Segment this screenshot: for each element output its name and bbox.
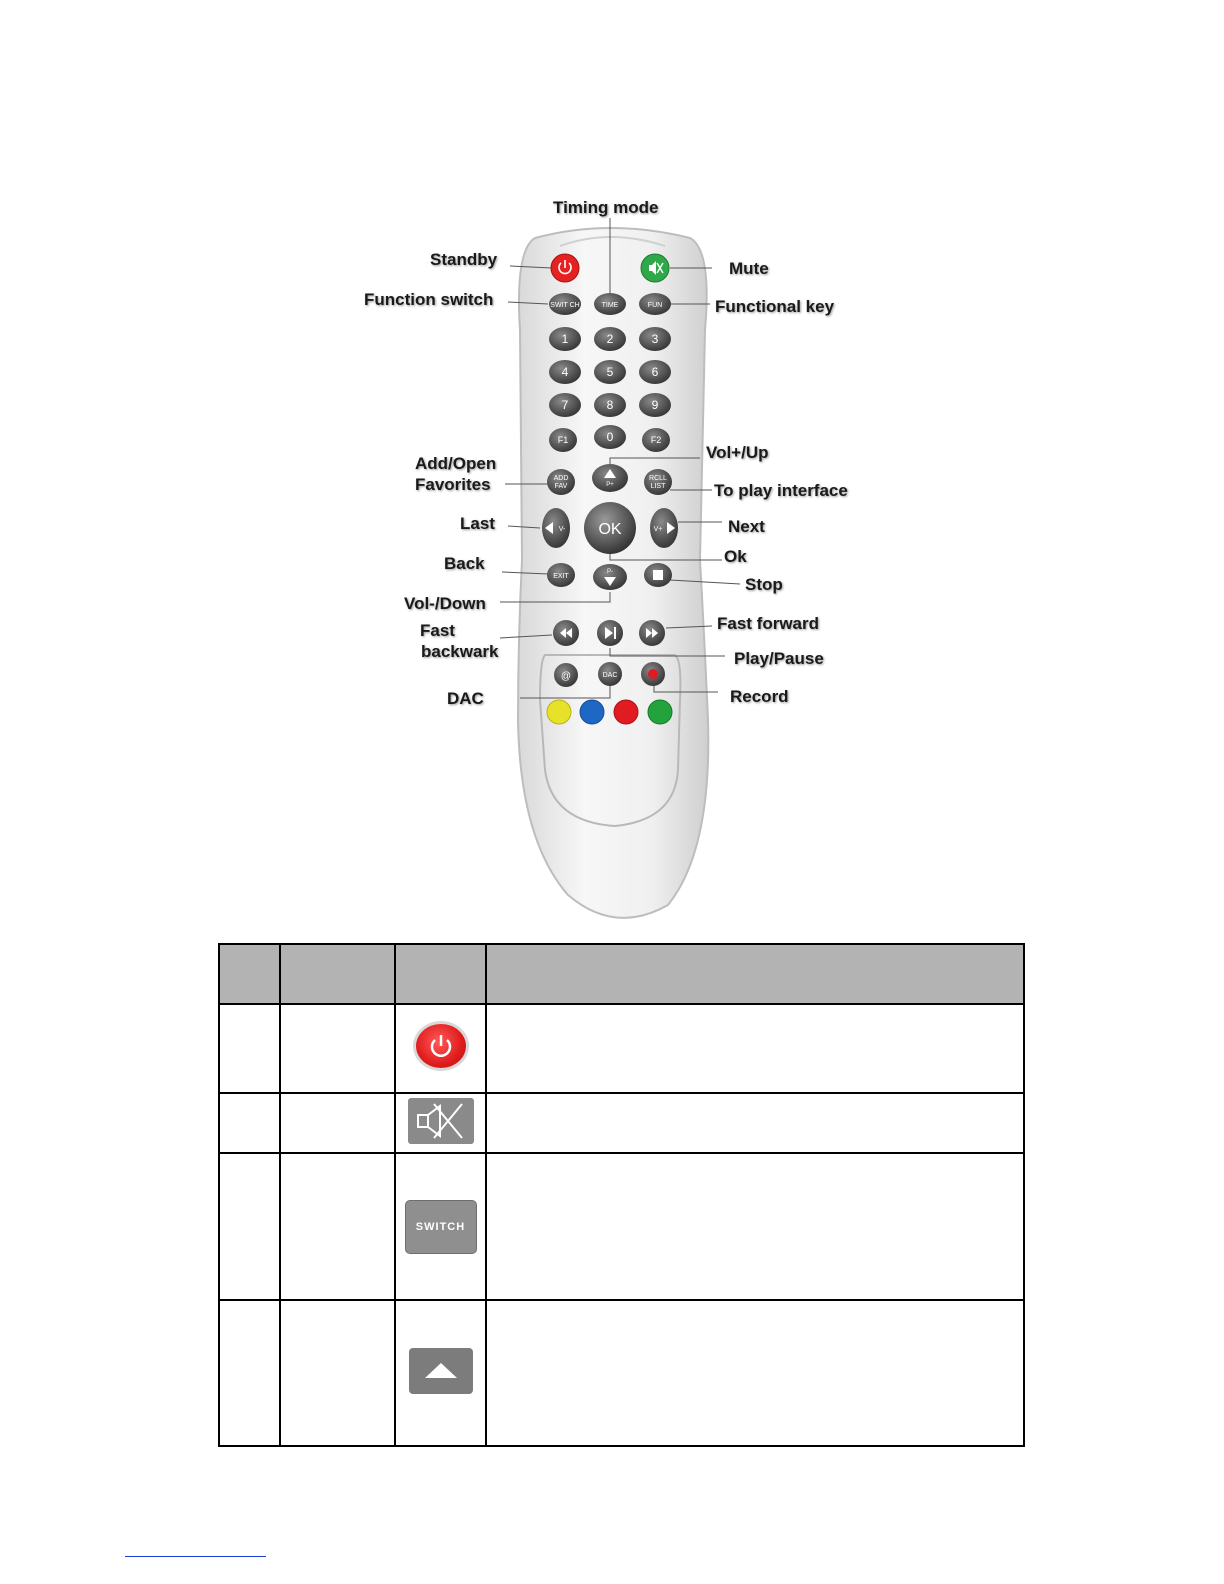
key-label: 9 [651,398,659,412]
key-label: FAV [554,483,568,490]
key-label: 2 [606,332,614,346]
callout-vol-up: Vol+/Up [706,443,769,462]
key-label: @ [560,671,572,682]
mute-icon [408,1098,474,1144]
key-label: 1 [561,332,569,346]
key-label: TIME [601,302,619,309]
green-key[interactable] [648,700,672,724]
key-label: 6 [651,365,659,379]
switch-icon: SWITCH [405,1200,477,1254]
callout-play-pause: Play/Pause [734,649,824,668]
key-label: 4 [561,365,569,379]
key-label: 5 [606,365,614,379]
callout-record: Record [730,687,789,706]
table-cell [395,1300,486,1446]
callout-fast: Fast [420,621,455,640]
key-label: F2 [650,435,662,445]
table-cell [395,1153,486,1300]
callout-dac: DAC [447,689,484,708]
header-cell [486,944,1024,1004]
power-icon [416,1024,466,1068]
callout-standby: Standby [430,250,498,269]
table-cell [219,1300,280,1446]
key-label: V- [558,526,566,533]
key-label: P+ [606,482,614,488]
callout-functional-key: Functional key [715,297,835,316]
callout-timing-mode: Timing mode [553,198,659,217]
key-label: OK [598,521,622,538]
callout-vol-down: Vol-/Down [404,594,486,613]
callout-fast-forward: Fast forward [717,614,820,633]
table-cell [486,1153,1024,1300]
key-label: EXIT [553,573,569,580]
key-label: ADD [553,475,569,482]
table-cell [486,1004,1024,1093]
table-cell [395,1093,486,1153]
callout-stop: Stop [745,575,783,594]
table-header-row [219,944,1024,1004]
key-label: V+ [653,526,663,533]
rcll-list-button[interactable] [644,469,672,495]
table-cell [219,1093,280,1153]
blue-key[interactable] [580,700,604,724]
stop-icon [653,570,663,580]
key-label: 0 [606,430,614,444]
key-label: FUN [647,302,663,309]
callout-mute: Mute [729,259,769,278]
callout-function-switch: Function switch [364,290,494,309]
up-arrow-icon [409,1348,473,1394]
footnote-separator [125,1556,266,1557]
table-cell [280,1300,395,1446]
key-label: DAC [602,672,618,679]
table-row [219,1004,1024,1093]
table-cell [219,1153,280,1300]
key-label: F1 [557,435,569,445]
header-cell [280,944,395,1004]
callout-add-open: Add/Open [415,454,497,473]
key-label: LIST [650,483,666,490]
table-cell [486,1300,1024,1446]
table-cell [395,1004,486,1093]
callout-next: Next [728,517,765,536]
yellow-key[interactable] [547,700,571,724]
key-label: P- [607,569,613,575]
table-row [219,1300,1024,1446]
callout-last: Last [460,514,495,533]
table-cell [280,1004,395,1093]
header-cell [395,944,486,1004]
callout-back: Back [444,554,485,573]
key-label: SWIT CH [550,302,580,309]
table-row [219,1153,1024,1300]
table-cell [219,1004,280,1093]
table-cell [280,1093,395,1153]
key-description-table [218,943,1025,1447]
table-cell [486,1093,1024,1153]
callout-favorites: Favorites [415,475,491,494]
callout-backwark: backwark [421,642,499,661]
header-cell [219,944,280,1004]
record-icon [648,669,658,679]
callout-ok: Ok [724,547,747,566]
table-row [219,1093,1024,1153]
table-cell [280,1153,395,1300]
key-label: 3 [651,332,659,346]
callout-to-play-interface: To play interface [714,481,848,500]
key-label: RCLL [649,475,667,482]
red-key[interactable] [614,700,638,724]
key-label: 8 [606,398,614,412]
key-label: 7 [561,398,569,412]
add-fav-button[interactable] [547,469,575,495]
